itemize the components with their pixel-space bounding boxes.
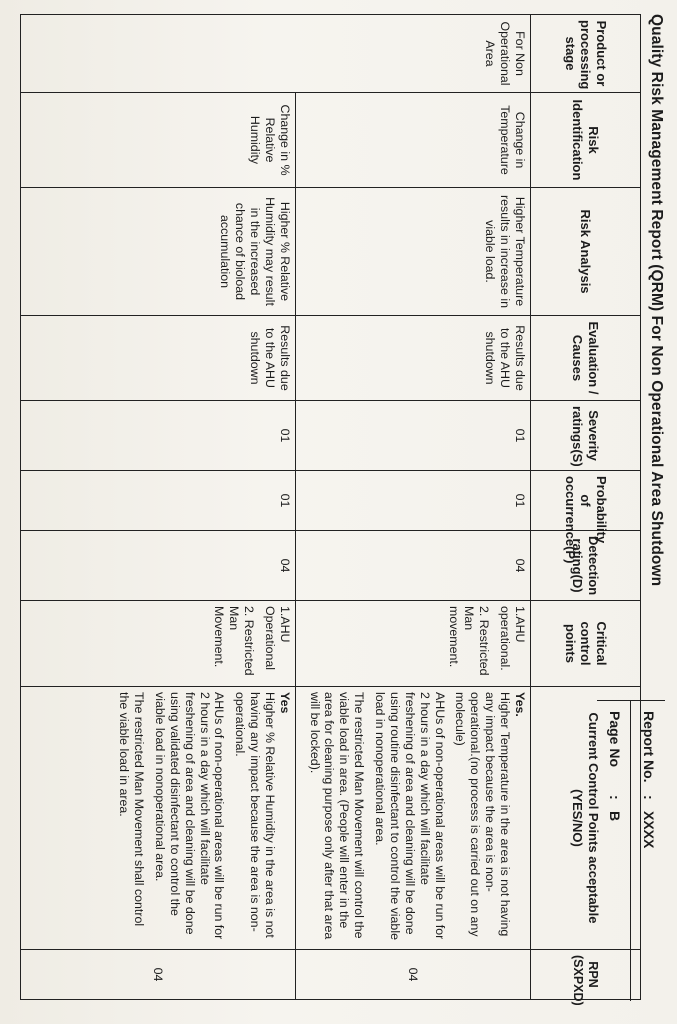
table-row [21, 15, 296, 1000]
control-paragraph: AHUs of non-operational areas will be run for 2 hours in a day which will facilitate freshening of area and cleaning will be done using routine disinfectant to control the viable load in nonoperational area. [373, 692, 447, 940]
col-severity-header: Severity ratings(S) [531, 401, 641, 471]
col-risk-id-header: Risk Identification [531, 93, 641, 188]
risk-id-cell: Change in % Relative Humidity [21, 93, 296, 188]
col-evaluation-header: Evaluation / Causes [531, 316, 641, 401]
risk-id-cell: Change in Temperature [296, 93, 531, 188]
detection-cell: 04 [296, 531, 531, 601]
col-analysis-header: Risk Analysis [531, 188, 641, 316]
evaluation-cell: Results due to the AHU shutdown [21, 316, 296, 401]
ccp-item: 2. Restricted Man Movement. [212, 606, 257, 676]
severity-cell: 01 [296, 401, 531, 471]
report-no-value: XXXX [641, 811, 657, 849]
control-paragraph: The restricted Man Movement shall control the viable load in area. [117, 692, 147, 927]
ccp-item: 1.AHU Operational [263, 606, 292, 671]
rpn-cell: 04 [296, 950, 531, 1000]
col-current-header: Current Control Points acceptable (YES/NO) [531, 687, 641, 950]
control-paragraph: Higher Temperature in the area is not having any impact because the area is non-operational.(no process is carried out on any molecule) [453, 692, 513, 937]
col-probability-header: Probability of occurrence(P) [531, 471, 641, 531]
control-paragraph: The restricted Man Movement will control the viable load in area. (People will enter in the area for cleaning purpose only after that area will be locked). [307, 692, 367, 940]
probability-cell: 01 [21, 471, 296, 531]
report-no-sep: : [641, 795, 657, 800]
detection-cell: 04 [21, 531, 296, 601]
control-paragraph: Higher % Relative Humidity in the area is not having any impact because the area is non-operational. [233, 692, 278, 938]
report-no-label: Report No. [641, 711, 657, 783]
ccp-cell [296, 601, 531, 687]
report-title: Quality Risk Management Report (QRM) For Non Operational Area Shutdown [648, 14, 665, 587]
ccp-cell [21, 601, 296, 687]
analysis-cell: Higher Temperature results in increase in viable load. [296, 188, 531, 316]
severity-cell: 01 [21, 401, 296, 471]
col-rpn-header: RPN (SXPXD) [531, 950, 641, 1000]
acceptable-answer: Yes. [513, 692, 527, 717]
ccp-item: 1.AHU operational. [498, 606, 527, 671]
page-no-label: Page No [607, 711, 623, 768]
acceptable-answer: Yes [278, 692, 292, 714]
current-control-cell [21, 687, 296, 950]
page-no-value: B [607, 811, 623, 822]
control-paragraph: AHUs of non-operational areas will be run for 2 hours in a day which will facilitate freshening of area and cleaning will be done using validated disinfectant to control the viable load in nonoperational area. [153, 692, 227, 940]
stage-cell: For Non Operational Area [21, 15, 531, 93]
col-detection-header: Detection rating(D) [531, 531, 641, 601]
table-header-row [531, 15, 641, 1000]
probability-cell: 01 [296, 471, 531, 531]
col-stage-header: Product or processing stage [531, 15, 641, 93]
rpn-cell: 04 [21, 950, 296, 1000]
analysis-cell: Higher % Relative Humidity may result in the increased chance of bioload accumulation [21, 188, 296, 316]
report-no-row [641, 711, 657, 848]
page-no-sep: : [607, 795, 623, 800]
current-control-cell [296, 687, 531, 950]
evaluation-cell: Results due to the AHU shutdown [296, 316, 531, 401]
col-ccp-header: Critical control points [531, 601, 641, 687]
ccp-item: 2. Restricted Man movement. [447, 606, 492, 676]
